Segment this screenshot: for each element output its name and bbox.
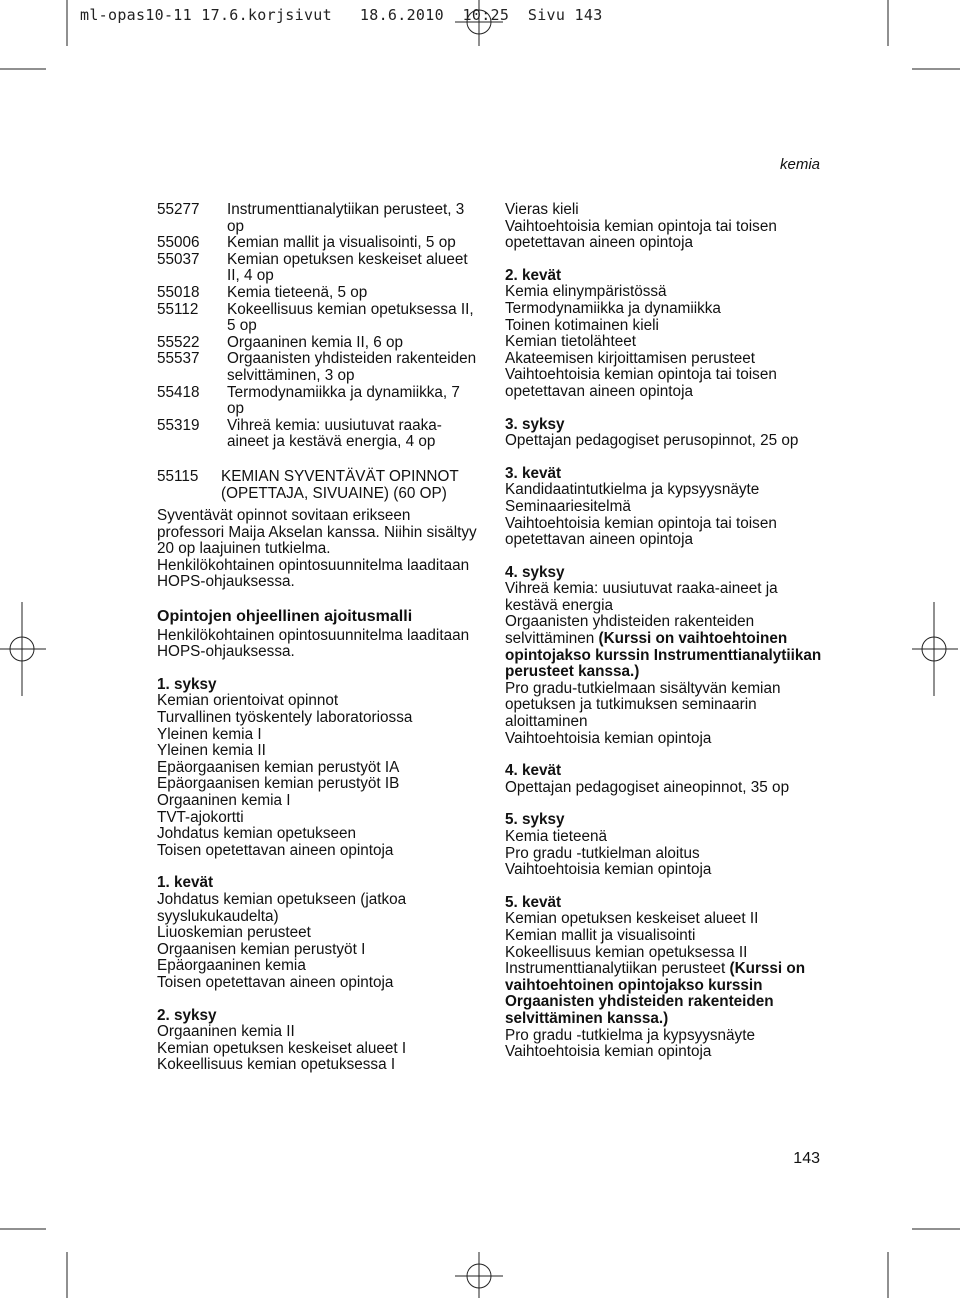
print-slug: ml-opas10-11 17.6.korjsivut 18.6.2010 10:25 Sivu 143	[80, 6, 603, 24]
list-item: Kandidaatintutkielma ja kypsyysnäyte	[505, 481, 760, 499]
advanced-studies-title: 55115 KEMIAN SYVENTÄVÄT OPINNOT (OPETTAJA, SIVUAINE) (60 OP)	[157, 467, 459, 502]
list-item: Johdatus kemian opetukseen	[157, 825, 356, 843]
list-item: Pro gradu-tutkielmaan sisältyvän kemian opetuksen ja tutkimuksen seminaarin aloittaminen	[505, 679, 781, 731]
semester-title: 2. kevät	[505, 266, 562, 284]
registration-mark-right	[912, 602, 958, 696]
list-item: Kemian tietolähteet	[505, 333, 636, 351]
list-item: Akateemisen kirjoittamisen perusteet	[505, 349, 755, 367]
list-item: 55277 Instrumenttianalytiikan perusteet, 3 op	[157, 201, 465, 235]
semester-4-syksy	[505, 565, 825, 748]
list-item: Seminaariesitelmä	[505, 497, 631, 515]
page-number: 143	[793, 1150, 820, 1167]
semester-3-kevat	[505, 466, 825, 549]
list-item: Vihreä kemia: uusiutuvat raaka-aineet ja kestävä energia	[505, 580, 778, 614]
semester-3-syksy	[505, 417, 825, 450]
list-item: Turvallinen työskentely laboratoriossa	[157, 709, 413, 727]
list-item: Orgaaninen kemia II	[157, 1023, 295, 1041]
semester-title: 1. syksy	[157, 675, 217, 693]
list-item: Toisen opetettavan aineen opintoja	[157, 973, 394, 991]
course-note: (Kurssi on vaihtoehtoinen opintojakso kurssin Orgaanisten yhdisteiden rakenteiden selvittäminen kanssa.)	[505, 960, 806, 1027]
list-item: Toinen kotimainen kieli	[505, 316, 659, 334]
semester-title: 4. kevät	[505, 762, 562, 780]
list-item: Kemia elinympäristössä	[505, 283, 667, 301]
list-item: Orgaaninen kemia I	[157, 792, 291, 809]
list-item: Epäorgaanisen kemian perustyöt IB	[157, 775, 400, 793]
list-item: 55522 Orgaaninen kemia II, 6 op	[157, 333, 404, 351]
advanced-paragraph-2: Henkilökohtainen opintosuunnitelma laaditaan HOPS-ohjauksessa.	[157, 556, 470, 591]
list-item: Orgaanisen kemian perustyöt I	[157, 940, 366, 958]
semester-2-kevat	[505, 268, 825, 401]
left-column	[157, 202, 477, 1074]
list-item: 55112 Kokeellisuus kemian opetuksessa II, 5 op	[157, 300, 474, 335]
list-item: Johdatus kemian opetukseen (jatkoa syyslukukaudelta)	[157, 890, 407, 925]
list-item: 55018 Kemia tieteenä, 5 op	[157, 283, 368, 301]
schedule-intro: Henkilökohtainen opintosuunnitelma laaditaan HOPS-ohjauksessa.	[157, 626, 470, 661]
running-head: kemia	[779, 156, 820, 173]
list-item: Epäorgaaninen kemia	[157, 957, 306, 975]
list-item	[505, 961, 825, 1027]
list-item: Kemian orientoivat opinnot	[157, 692, 339, 710]
list-item: Pro gradu -tutkielma ja kypsyysnäyte	[505, 1026, 755, 1044]
list-item: Vaihtoehtoisia kemian opintoja	[505, 1043, 712, 1061]
list-item: Toisen opetettavan aineen opintoja	[157, 841, 394, 859]
list-item: Vaihtoehtoisia kemian opintoja tai toisen opetettavan aineen opintoja	[505, 217, 777, 252]
list-item: Kokeellisuus kemian opetuksessa I	[157, 1056, 396, 1074]
list-item: Termodynamiikka ja dynamiikka	[505, 299, 721, 317]
list-item: Vaihtoehtoisia kemian opintoja	[505, 729, 712, 747]
list-item: 55418 Termodynamiikka ja dynamiikka, 7 op	[157, 383, 460, 418]
list-item: Kemia tieteenä	[505, 828, 608, 845]
semester-1-kevat	[157, 875, 477, 991]
semester-5-syksy	[505, 812, 825, 878]
list-item: Yleinen kemia II	[157, 742, 266, 760]
list-item: Liuoskemian perusteet	[157, 924, 311, 942]
semester-title: 3. kevät	[505, 464, 562, 482]
registration-mark-bottom	[455, 1252, 503, 1298]
registration-mark-left	[0, 602, 46, 696]
list-item: Yleinen kemia I	[157, 725, 262, 743]
list-item: Vaihtoehtoisia kemian opintoja tai toisen opetettavan aineen opintoja	[505, 514, 777, 549]
list-item: Vaihtoehtoisia kemian opintoja	[505, 861, 712, 879]
semester-title: 1. kevät	[157, 874, 214, 892]
list-item: Vaihtoehtoisia kemian opintoja tai toisen opetettavan aineen opintoja	[505, 366, 777, 400]
right-column	[505, 202, 825, 1061]
list-item	[505, 614, 825, 680]
list-item: 55006 Kemian mallit ja visualisointi, 5 op	[157, 234, 456, 252]
list-item: Kemian opetuksen keskeiset alueet II	[505, 910, 759, 928]
course-text: Instrumenttianalytiikan perusteet	[505, 960, 726, 978]
list-item: 55319 Vihreä kemia: uusiutuvat raaka-aineet ja kestävä energia, 4 op	[157, 416, 442, 451]
schedule-heading: Opintojen ohjeellinen ajoitusmalli	[157, 608, 413, 626]
registration-mark-top	[455, 0, 503, 46]
semester-4-kevat	[505, 763, 825, 796]
list-item: Kokeellisuus kemian opetuksessa II	[505, 943, 748, 961]
list-item: Kemian mallit ja visualisointi	[505, 926, 696, 944]
list-item: 55037 Kemian opetuksen keskeiset alueet II, 4 op	[157, 250, 468, 285]
semester-title: 5. kevät	[505, 893, 562, 911]
list-item: Epäorgaanisen kemian perustyöt IA	[157, 758, 400, 776]
semester-title: 4. syksy	[505, 563, 565, 581]
list-item: Vieras kieli	[505, 201, 579, 218]
list-item: 55537 Orgaanisten yhdisteiden rakenteiden selvittäminen, 3 op	[157, 350, 477, 384]
course-note: (Kurssi on vaihtoehtoinen opintojakso kurssin Instrumenttianalytiikan perusteet kanssa.)	[505, 630, 822, 681]
semester-5-kevat	[505, 895, 825, 1061]
semester-title: 2. syksy	[157, 1006, 217, 1024]
list-item: Opettajan pedagogiset aineopinnot, 35 op	[505, 778, 790, 796]
course-text: Orgaanisten yhdisteiden rakenteiden selvittäminen	[505, 613, 755, 648]
semester-title: 5. syksy	[505, 811, 565, 829]
list-item: Opettajan pedagogiset perusopinnot, 25 op	[505, 432, 799, 450]
semester-1-syksy	[157, 677, 477, 860]
semester-title: 3. syksy	[505, 415, 565, 433]
course-list	[157, 202, 477, 451]
advanced-paragraph-1: Syventävät opinnot sovitaan erikseen professori Maija Akselan kanssa. Niihin sisältyy 20 op laajuinen tutkielma.	[157, 507, 477, 558]
list-item: Kemian opetuksen keskeiset alueet I	[157, 1039, 407, 1057]
semester-2-syksy	[157, 1008, 477, 1074]
list-item: Pro gradu -tutkielman aloitus	[505, 844, 700, 862]
list-item: TVT-ajokortti	[157, 808, 244, 826]
